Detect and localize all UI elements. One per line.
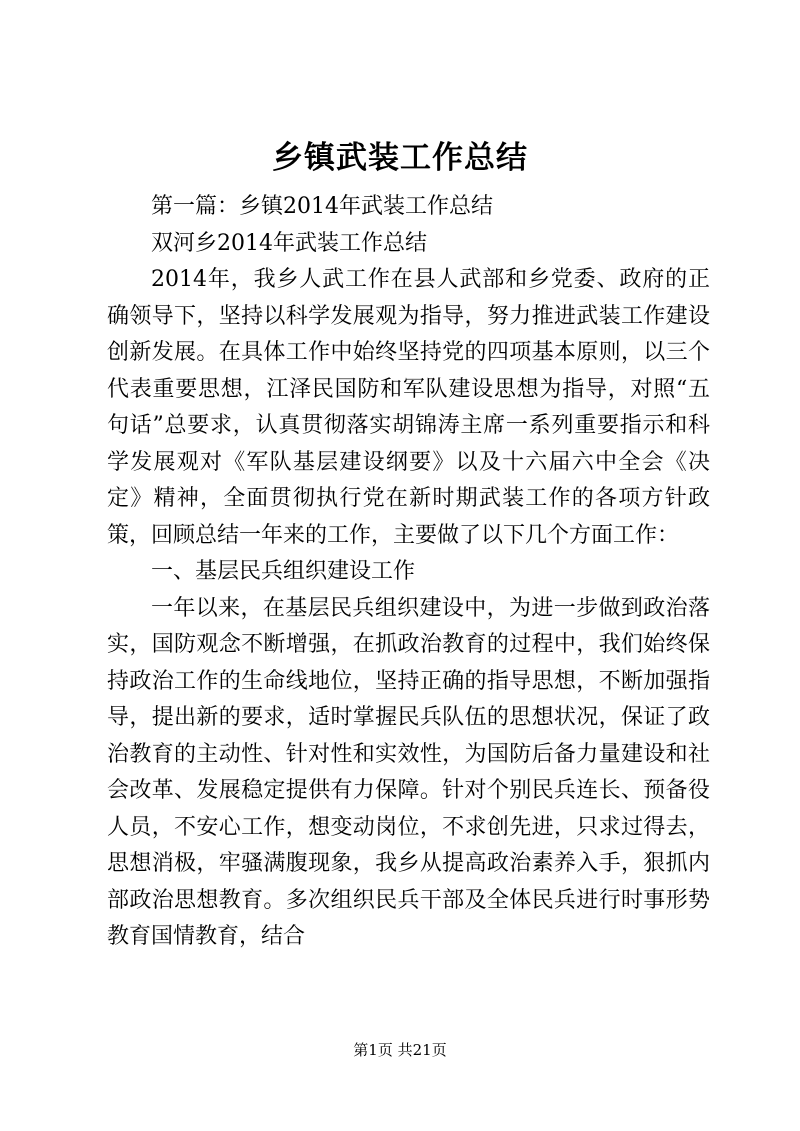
paragraph-body: 一年以来，在基层民兵组织建设中，为进一步做到政治落实，国防观念不断增强，在抓政治教育的过程中，我们始终保持政治工作的生命线地位，坚持正确的指导思想，不断加强指导，提出新的要求，适时掌握民兵队伍的思想状况，保证了政治教育的主动性、针对性和实效性，为国防后备力量建设和社会改革、发展稳定提供有力保障。针对个别民兵连长、预备役人员，不安心工作，想变动岗位，不求创先进，只求过得去，思想消极，牢骚满腹现象，我乡从提高政治素养入手，狠抓内部政治思想教育。多次组织民兵干部及全体民兵进行时事形势教育国情教育，结合 xyxy=(107,595,710,949)
paragraph-intro: 2014年，我乡人武工作在县人武部和乡党委、政府的正确领导下，坚持以科学发展观为指导，努力推进武装工作建设创新发展。在具体工作中始终坚持党的四项基本原则，以三个代表重要思想，江泽民国防和军队建设思想为指导，对照“五句话”总要求，认真贯彻落实胡锦涛主席一系列重要指示和科学发展观对《军队基层建设纲要》以及十六届六中全会《决定》精神，全面贯彻执行党在新时期武装工作的各项方针政策，回顾总结一年来的工作，主要做了以下几个方面工作： xyxy=(107,267,710,548)
page-footer: 第1页 共21页 xyxy=(353,1041,447,1059)
paragraph-section-heading: 第一篇：乡镇2014年武装工作总结 xyxy=(151,194,493,219)
document-body xyxy=(107,189,710,956)
paragraph-heading-one: 一、基层民兵组织建设工作 xyxy=(151,559,416,584)
paragraph-subtitle: 双河乡2014年武装工作总结 xyxy=(151,230,427,256)
document-title: 乡镇武装工作总结 xyxy=(272,140,528,176)
